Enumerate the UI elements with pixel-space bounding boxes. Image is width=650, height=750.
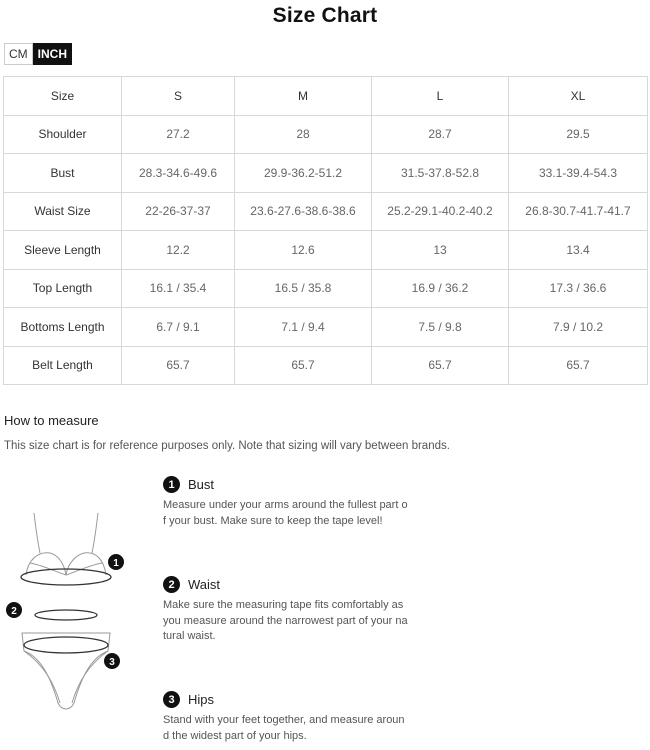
table-cell: 16.9 / 36.2 bbox=[372, 269, 509, 308]
reference-note: This size chart is for reference purposes only. Note that sizing will vary between brands. bbox=[4, 440, 450, 452]
table-cell: 12.6 bbox=[235, 231, 372, 270]
table-cell: 28 bbox=[235, 115, 372, 154]
table-cell: 65.7 bbox=[235, 346, 372, 385]
bust-measure-line bbox=[21, 569, 111, 585]
table-cell: 65.7 bbox=[122, 346, 235, 385]
marker-2-label: 2 bbox=[11, 606, 17, 617]
table-cell: 16.1 / 35.4 bbox=[122, 269, 235, 308]
table-cell: 28.3-34.6-49.6 bbox=[122, 154, 235, 193]
row-label: Belt Length bbox=[4, 346, 122, 385]
table-cell: 25.2-29.1-40.2-40.2 bbox=[372, 192, 509, 231]
table-cell: 13.4 bbox=[509, 231, 648, 270]
table-cell: 6.7 / 9.1 bbox=[122, 308, 235, 347]
size-chart-table bbox=[3, 76, 648, 385]
header-cell: S bbox=[122, 77, 235, 116]
measurement-illustration bbox=[4, 505, 134, 725]
table-row bbox=[4, 346, 648, 385]
unit-toggle bbox=[4, 43, 72, 65]
table-row bbox=[4, 308, 648, 347]
table-cell: 65.7 bbox=[509, 346, 648, 385]
hips-measure-line bbox=[24, 637, 108, 653]
marker-3-label: 3 bbox=[109, 657, 115, 668]
step-title: Waist bbox=[188, 577, 221, 592]
row-label: Sleeve Length bbox=[4, 231, 122, 270]
step-bust bbox=[163, 476, 413, 529]
table-cell: 33.1-39.4-54.3 bbox=[509, 154, 648, 193]
table-cell: 27.2 bbox=[122, 115, 235, 154]
table-row bbox=[4, 154, 648, 193]
table-row bbox=[4, 192, 648, 231]
table-cell: 28.7 bbox=[372, 115, 509, 154]
unit-cm-button[interactable]: CM bbox=[4, 43, 33, 65]
table-cell: 29.9-36.2-51.2 bbox=[235, 154, 372, 193]
table-cell: 7.1 / 9.4 bbox=[235, 308, 372, 347]
table-cell: 12.2 bbox=[122, 231, 235, 270]
table-cell: 29.5 bbox=[509, 115, 648, 154]
row-label: Bust bbox=[4, 154, 122, 193]
step-description: Measure under your arms around the fullest part o f your bust. Make sure to keep the tape level! bbox=[163, 499, 408, 527]
step-1-icon: 1 bbox=[163, 476, 180, 493]
table-cell: 13 bbox=[372, 231, 509, 270]
step-title: Bust bbox=[188, 477, 215, 492]
table-cell: 16.5 / 35.8 bbox=[235, 269, 372, 308]
header-cell: Size bbox=[4, 77, 122, 116]
how-to-measure-title: How to measure bbox=[4, 413, 99, 428]
marker-1-label: 1 bbox=[113, 558, 119, 569]
table-header-row bbox=[4, 77, 648, 116]
table-cell: 31.5-37.8-52.8 bbox=[372, 154, 509, 193]
unit-inch-button[interactable]: INCH bbox=[33, 43, 72, 65]
table-cell: 23.6-27.6-38.6-38.6 bbox=[235, 192, 372, 231]
table-cell: 7.5 / 9.8 bbox=[372, 308, 509, 347]
table-row bbox=[4, 115, 648, 154]
step-title: Hips bbox=[188, 692, 215, 707]
header-cell: M bbox=[235, 77, 372, 116]
table-row bbox=[4, 231, 648, 270]
step-2-icon: 2 bbox=[163, 576, 180, 593]
table-cell: 65.7 bbox=[372, 346, 509, 385]
header-cell: L bbox=[372, 77, 509, 116]
table-row bbox=[4, 269, 648, 308]
row-label: Waist Size bbox=[4, 192, 122, 231]
header-cell: XL bbox=[509, 77, 648, 116]
step-description: Stand with your feet together, and measure aroun d the widest part of your hips. bbox=[163, 714, 405, 742]
table-cell: 7.9 / 10.2 bbox=[509, 308, 648, 347]
step-hips bbox=[163, 691, 413, 744]
step-waist bbox=[163, 576, 413, 645]
page-title: Size Chart bbox=[272, 4, 378, 27]
table-cell: 22-26-37-37 bbox=[122, 192, 235, 231]
table-cell: 26.8-30.7-41.7-41.7 bbox=[509, 192, 648, 231]
row-label: Top Length bbox=[4, 269, 122, 308]
row-label: Bottoms Length bbox=[4, 308, 122, 347]
step-description: Make sure the measuring tape fits comfortably as you measure around the narrowest part of your na tural waist. bbox=[163, 599, 408, 642]
table-cell: 17.3 / 36.6 bbox=[509, 269, 648, 308]
row-label: Shoulder bbox=[4, 115, 122, 154]
waist-measure-line bbox=[35, 610, 97, 620]
step-3-icon: 3 bbox=[163, 691, 180, 708]
